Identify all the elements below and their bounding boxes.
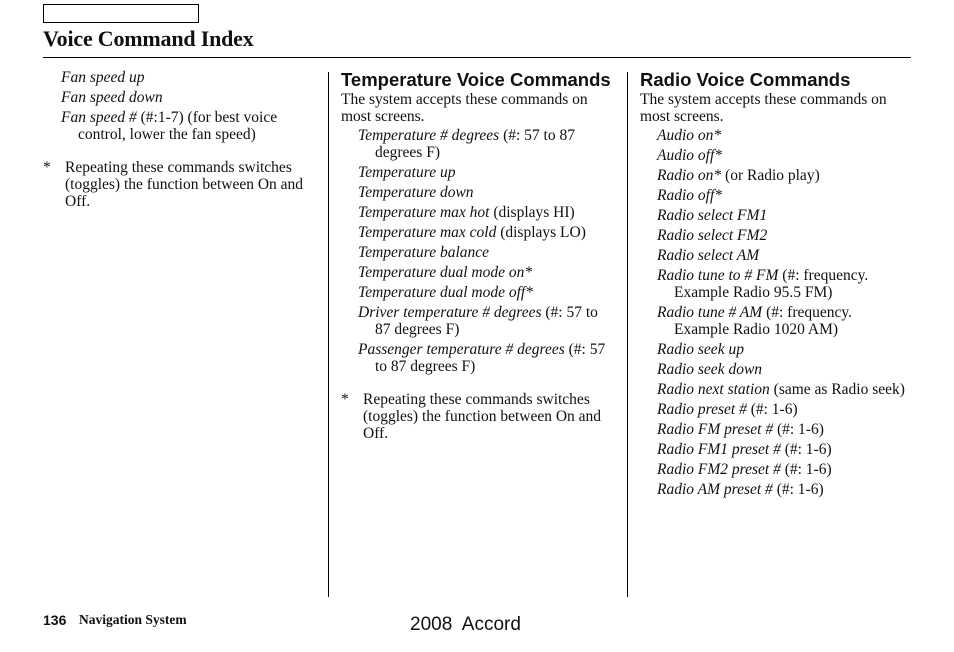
command-item: Fan speed up: [61, 69, 145, 86]
command-item: Temperature balance: [358, 244, 490, 261]
command-item: Radio on* (or Radio play): [657, 167, 820, 184]
command-item: Radio tune to # FM (#: frequency. Example Radio 95.5 FM): [657, 267, 869, 301]
footnote-mark: *: [43, 159, 51, 176]
command-item: Radio select FM1: [657, 207, 768, 224]
command-item: Passenger temperature # degrees (#: 57 to 87 degrees F): [358, 341, 606, 375]
section-intro: The system accepts these commands on most screens.: [640, 91, 887, 125]
footnote-text: Repeating these commands switches (toggles) the function between On and Off.: [65, 159, 304, 210]
page-title: Voice Command Index: [43, 26, 254, 51]
footnote-mark: *: [341, 391, 349, 408]
command-item: Temperature dual mode on*: [358, 264, 533, 281]
section-heading-radio: Radio Voice Commands: [640, 69, 851, 90]
command-item: Driver temperature # degrees (#: 57 to 87 degrees F): [358, 304, 598, 338]
section-heading-temperature: Temperature Voice Commands: [341, 69, 611, 90]
section-intro: The system accepts these commands on most screens.: [341, 91, 588, 125]
command-item: Temperature max cold (displays LO): [358, 224, 586, 241]
column-divider-right: [627, 72, 628, 597]
command-item: Radio next station (same as Radio seek): [657, 381, 905, 398]
command-item: Radio FM2 preset # (#: 1-6): [657, 461, 832, 478]
command-item: Audio on*: [657, 127, 722, 144]
command-item: Temperature dual mode off*: [358, 284, 533, 301]
footnote-text: Repeating these commands switches (toggles) the function between On and Off.: [363, 391, 602, 442]
command-item: Radio seek down: [657, 361, 763, 378]
column-temperature-commands: [341, 69, 616, 442]
column-fan-commands: [43, 69, 318, 210]
header-tab-box: [43, 4, 199, 23]
command-item: Temperature down: [358, 184, 474, 201]
command-item: Temperature up: [358, 164, 456, 181]
command-item: Radio FM preset # (#: 1-6): [657, 421, 824, 438]
command-item: Radio select FM2: [657, 227, 768, 244]
command-item: Temperature # degrees (#: 57 to 87 degrees F): [358, 127, 575, 161]
column-radio-commands: [640, 69, 905, 501]
footer-model-label: 2008 Accord: [410, 614, 521, 635]
command-item: Radio seek up: [657, 341, 744, 358]
command-item: Fan speed down: [61, 89, 163, 106]
command-item: Radio off*: [657, 187, 723, 204]
command-item: Radio select AM: [657, 247, 760, 264]
page-number: 136: [43, 612, 67, 628]
command-item: Radio tune # AM (#: frequency. Example Radio 1020 AM): [657, 304, 852, 338]
column-divider-left: [328, 72, 329, 597]
footnote: [341, 391, 616, 442]
title-rule: [43, 57, 911, 58]
command-item: Radio preset # (#: 1-6): [657, 401, 798, 418]
footer-section-label: Navigation System: [79, 612, 187, 627]
command-item: Radio AM preset # (#: 1-6): [657, 481, 824, 498]
command-item: Radio FM1 preset # (#: 1-6): [657, 441, 832, 458]
command-item: Audio off*: [657, 147, 723, 164]
command-item: Temperature max hot (displays HI): [358, 204, 575, 221]
footnote: [43, 159, 318, 210]
command-item: Fan speed # (#:1-7) (for best voice control, lower the fan speed): [61, 109, 278, 143]
